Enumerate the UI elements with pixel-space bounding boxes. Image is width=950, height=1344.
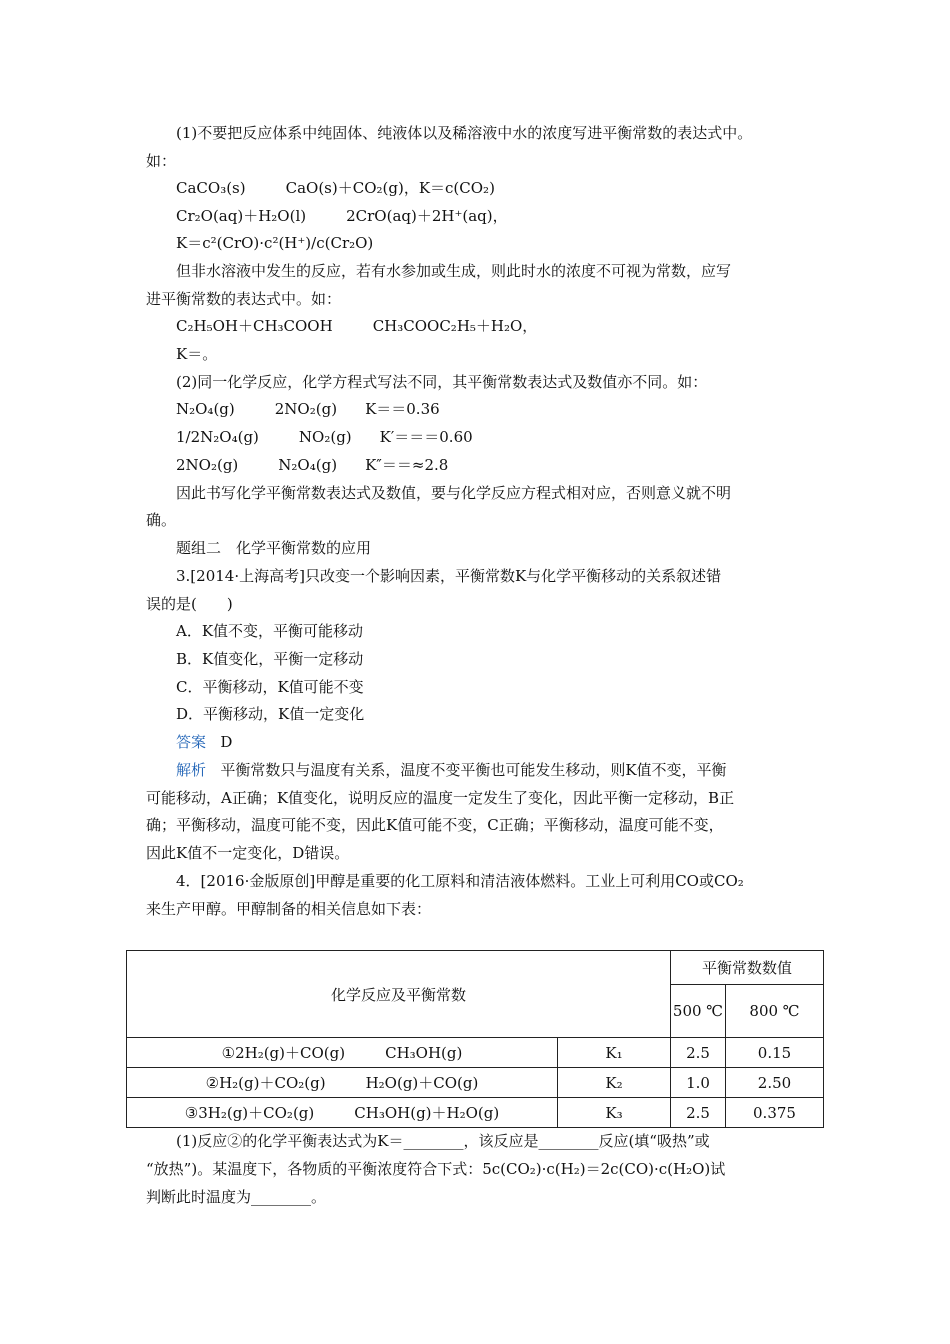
table-header-reaction: 化学反应及平衡常数 [127,951,671,1038]
table-header-values: 平衡常数数值 [671,951,824,985]
subquestion-text: (1)反应②的化学平衡表达式为K＝________，该反应是________反应(填“吸热”或 [176,1132,710,1150]
paragraph-line: (1)不要把反应体系中纯固体、纯液体以及稀溶液中水的浓度写进平衡常数的表达式中。 [176,124,753,142]
k-expression: K＝c²(CrO)·c²(H⁺)/c(Cr₂O) [176,234,374,252]
k-expression: K＝c(CO₂) [418,179,495,197]
paragraph-line: (2)同一化学反应，化学方程式写法不同，其平衡常数表达式及数值亦不同。如： [176,373,708,391]
table-header-temp-500: 500 ℃ [671,985,726,1038]
question-text: 3.[2014·上海高考]只改变一个影响因素，平衡常数K与化学平衡移动的关系叙述错 [176,567,722,585]
paragraph-line: 但非水溶液中发生的反应，若有水参加或生成，则此时水的浓度不可视为常数，应写 [176,262,732,280]
paragraph-line: 如： [146,152,177,170]
question-text: 误的是( ) [146,595,233,613]
k-expression: K＝＝0.36 [365,400,440,418]
value-500-cell: 2.5 [671,1098,726,1128]
value-800-cell: 0.15 [726,1038,824,1068]
explanation-line [176,760,727,780]
product: 2NO₂(g) [274,400,338,418]
option-a: A．K值不变，平衡可能移动 [176,622,364,640]
option-b: B．K值变化，平衡一定移动 [176,650,364,668]
option-c: C．平衡移动，K值可能不变 [176,678,364,696]
value-800-cell: 2.50 [726,1068,824,1098]
option-d: D．平衡移动，K值一定变化 [176,705,365,723]
paragraph-line: 确。 [146,511,177,529]
equation-line [176,316,537,336]
paragraph-line: 进平衡常数的表达式中。如： [146,290,342,308]
paragraph-line: 因此书写化学平衡常数表达式及数值，要与化学反应方程式相对应，否则意义就不明 [176,484,732,502]
reaction-cell: ②H₂(g)＋CO₂(g) H₂O(g)＋CO(g) [127,1068,558,1098]
explanation-text: 可能移动，A正确；K值变化，说明反应的温度一定发生了变化，因此平衡一定移动，B正 [146,789,735,807]
explanation-text: 因此K值不一定变化，D错误。 [146,844,350,862]
explanation-label: 解析 [176,761,207,779]
table-row [127,1098,824,1128]
question-text: 来生产甲醇。甲醇制备的相关信息如下表： [146,900,432,918]
reaction-cell: ③3H₂(g)＋CO₂(g) CH₃OH(g)＋H₂O(g) [127,1098,558,1128]
table-row [127,1038,824,1068]
equation-line [176,455,448,475]
k-expression: K″＝＝≈2.8 [365,456,449,474]
equation-line [176,399,440,419]
section-heading: 题组二 化学平衡常数的应用 [176,539,372,557]
explanation-text: 平衡常数只与温度有关系，温度不变平衡也可能发生移动，则K值不变，平衡 [220,761,727,779]
k-expression: K＝。 [176,345,218,363]
value-800-cell: 0.375 [726,1098,824,1128]
product: CaO(s)＋CO₂(g)， [285,179,419,197]
k-expression: K′＝＝＝0.60 [379,428,473,446]
product: CH₃COOC₂H₅＋H₂O， [372,317,538,335]
k-cell: K₂ [558,1068,671,1098]
value-500-cell: 2.5 [671,1038,726,1068]
subquestion-text: 判断此时温度为________。 [146,1188,327,1206]
reactant: 2NO₂(g) [176,456,239,474]
reactant: N₂O₄(g) [176,400,235,418]
answer-line [176,732,232,752]
question-text: 4．[2016·金版原创]甲醇是重要的化工原料和清洁液体燃料。工业上可利用CO或CO₂ [176,872,744,890]
equation-line [176,178,495,198]
equilibrium-table [126,950,824,1128]
product: N₂O₄(g) [278,456,338,474]
k-cell: K₃ [558,1098,671,1128]
product: NO₂(g) [298,428,352,446]
reactant: C₂H₅OH＋CH₃COOH [176,317,333,335]
explanation-text: 确；平衡移动，温度可能不变，因此K值可能不变，C正确；平衡移动，温度可能不变， [146,816,724,834]
answer-label: 答案 [176,733,207,751]
equation-line [176,427,473,447]
answer-value: D [220,733,233,751]
k-cell: K₁ [558,1038,671,1068]
reaction-cell: ①2H₂(g)＋CO(g) CH₃OH(g) [127,1038,558,1068]
reactant: 1/2N₂O₄(g) [176,428,259,446]
product: 2CrO(aq)＋2H⁺(aq)， [346,207,508,225]
table-header-temp-800: 800 ℃ [726,985,824,1038]
subquestion-text: “放热”)。某温度下，各物质的平衡浓度符合下式：5c(CO₂)·c(H₂)＝2c(CO)·c(H₂O)试 [146,1160,726,1178]
reactant: CaCO₃(s) [176,179,246,197]
table-row [127,1068,824,1098]
equation-line [176,206,508,226]
value-500-cell: 1.0 [671,1068,726,1098]
reactant: Cr₂O(aq)＋H₂O(l) [176,207,307,225]
